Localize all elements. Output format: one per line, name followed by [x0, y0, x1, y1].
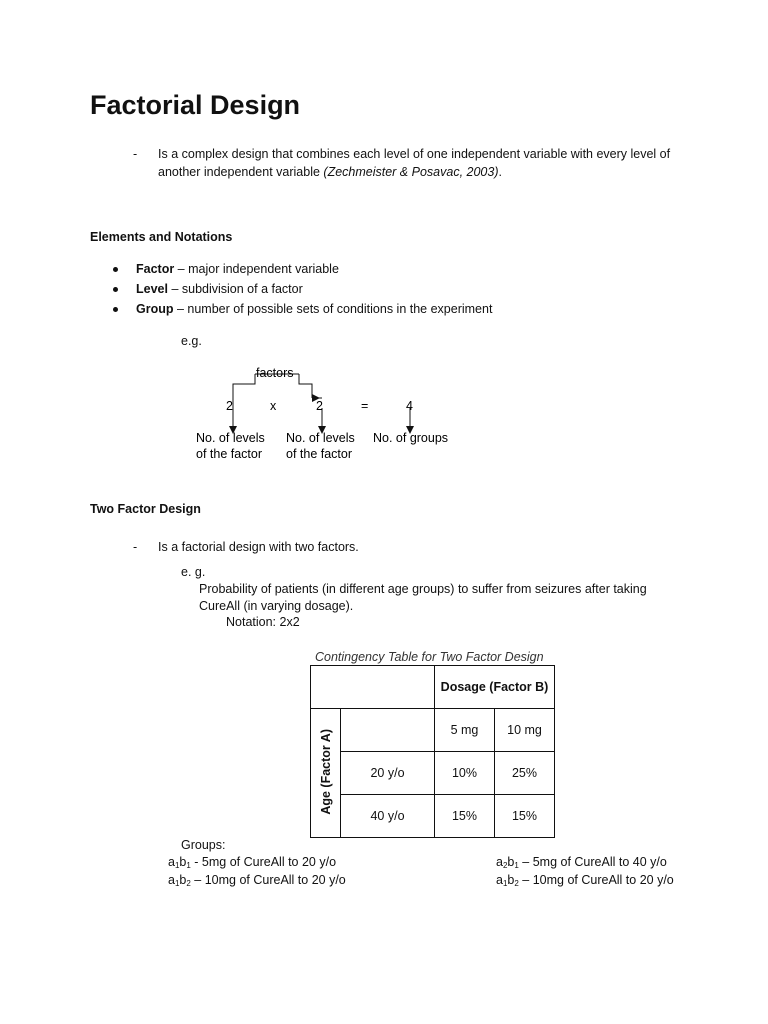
table-row	[311, 752, 555, 795]
group-a1b2-right: $a_1b_2 - 10mg$ of CureAll to 20 y/o	[496, 873, 674, 888]
table-caption: Contingency Table for Two Factor Design	[315, 650, 544, 664]
example-line-1: Probability of patients (in different age groups) to suffer from seizures after taking	[199, 582, 647, 596]
table-cell: 15%	[495, 795, 555, 838]
factors-label: factors	[256, 366, 294, 380]
bullet-icon	[113, 287, 118, 292]
col-header-10mg: 10 mg	[495, 709, 555, 752]
groups-number: 4	[406, 399, 413, 413]
list-item: Level – subdivision of a factor	[113, 279, 492, 299]
factorial-diagram	[180, 360, 480, 470]
intro-line-2: another independent variable (Zechmeister & Posavac, 2003).	[158, 165, 502, 179]
label-3: No. of groups	[373, 431, 449, 445]
table-row	[311, 795, 555, 838]
two-factor-heading: Two Factor Design	[90, 502, 201, 516]
table-row	[311, 666, 555, 709]
example-line-2: CureAll (in varying dosage).	[199, 599, 354, 613]
row-label-20yo: 20 y/o	[341, 752, 435, 795]
equals-sign: =	[361, 399, 369, 413]
levels-b-number: 2	[316, 399, 323, 413]
intro-dash: -	[133, 147, 138, 161]
label-1-line-1: No. of levels	[196, 431, 265, 445]
factor-a-header: Age (Factor A)	[318, 728, 333, 815]
group-a1b1: $a_1b_1 - 5mg$ of CureAll to 20 y/o	[168, 855, 337, 870]
table-corner-cell	[311, 666, 435, 709]
table-cell: 10%	[435, 752, 495, 795]
row-label-40yo: 40 y/o	[341, 795, 435, 838]
elements-heading: Elements and Notations	[90, 230, 233, 244]
table-blank-cell	[341, 709, 435, 752]
bullet-icon	[113, 267, 118, 272]
times-sign: x	[270, 399, 277, 413]
bracket-right-line	[299, 374, 312, 398]
table-cell: 25%	[495, 752, 555, 795]
label-2-line-1: No. of levels	[286, 431, 355, 445]
eg-label: e.g.	[181, 334, 202, 348]
list-item: Group – number of possible sets of conditions in the experiment	[113, 299, 492, 319]
groups-heading: Groups:	[181, 838, 226, 852]
bullet-icon	[113, 307, 118, 312]
page-title: Factorial Design	[90, 90, 301, 120]
group-a1b2: $a_1b_2 - 10mg$ of CureAll to 20 y/o	[168, 873, 346, 888]
table-cell: 15%	[435, 795, 495, 838]
label-2-line-2: of the factor	[286, 447, 353, 461]
intro-text	[158, 145, 718, 181]
two-factor-desc: Is a factorial design with two factors.	[158, 540, 359, 554]
col-header-5mg: 5 mg	[435, 709, 495, 752]
intro-line-1: Is a complex design that combines each level of one independent variable with every level of	[158, 147, 671, 161]
group-a2b1: $a_2b_1 - 5mg$ of CureAll to 40 y/o	[496, 855, 667, 870]
two-factor-dash: -	[133, 540, 138, 554]
notation: Notation: 2x2	[226, 615, 300, 629]
label-1-line-2: of the factor	[196, 447, 263, 461]
list-item: Factor – major independent variable	[113, 259, 492, 279]
factor-b-header: Dosage (Factor B)	[435, 666, 555, 709]
two-factor-eg: e. g.	[181, 565, 206, 579]
bracket-left-line	[233, 374, 255, 398]
table-row	[311, 709, 555, 752]
contingency-table	[310, 665, 555, 838]
levels-a-number: 2	[226, 399, 233, 413]
citation: (Zechmeister & Posavac, 2003)	[323, 165, 499, 179]
factor-a-header-cell	[311, 709, 341, 838]
elements-list	[113, 259, 492, 319]
